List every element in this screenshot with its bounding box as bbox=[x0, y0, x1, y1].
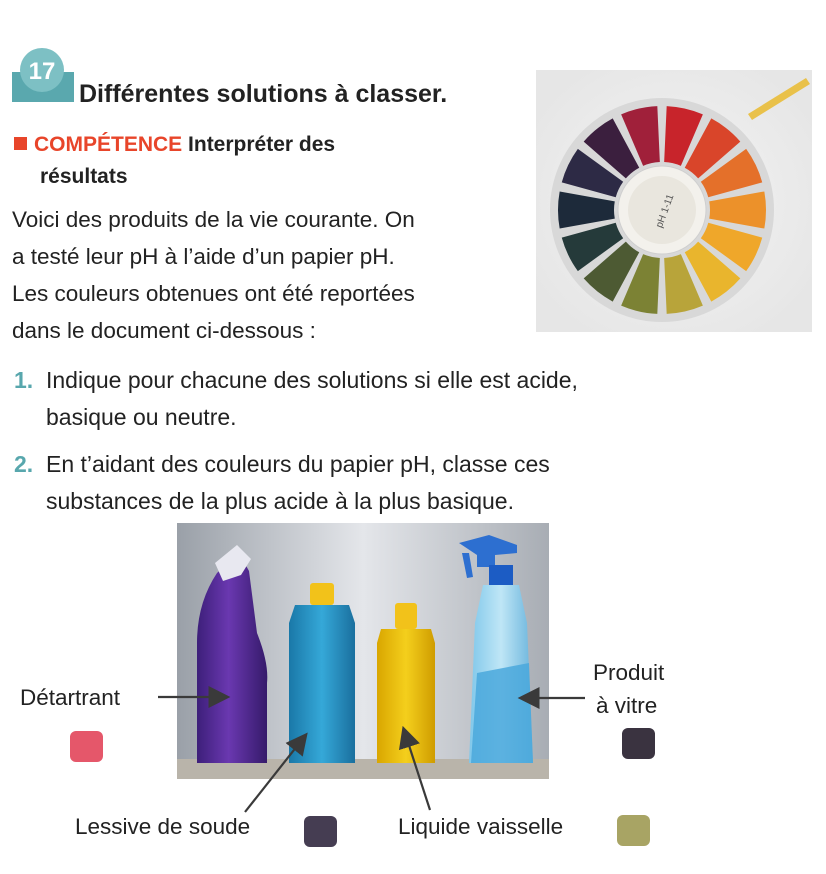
intro-line: Voici des produits de la vie courante. On bbox=[12, 207, 415, 232]
intro-line: a testé leur pH à l’aide d’un papier pH. bbox=[12, 244, 395, 269]
wheel-center-label: pH 1-11 bbox=[654, 192, 677, 230]
question-number: 2. bbox=[14, 451, 34, 477]
exercise-title: Différentes solutions à classer. bbox=[79, 80, 448, 108]
label-produit-vitre-line2: à vitre bbox=[596, 693, 658, 718]
swatch-lessive-soude bbox=[304, 816, 337, 847]
label-liquide-vaisselle: Liquide vaisselle bbox=[398, 814, 564, 839]
label-lessive-soude: Lessive de soude bbox=[75, 814, 251, 839]
label-detartrant: Détartrant bbox=[20, 685, 121, 710]
question-number: 1. bbox=[14, 367, 34, 393]
swatch-liquide-vaisselle bbox=[617, 815, 650, 846]
competence-square-icon bbox=[14, 137, 27, 150]
question-2 bbox=[12, 446, 802, 520]
competence-keyword: COMPÉTENCE bbox=[34, 133, 183, 156]
question-text: Indique pour chacune des solutions si elle est acide, bbox=[46, 367, 578, 393]
question-text: En t’aidant des couleurs du papier pH, classe ces bbox=[46, 451, 550, 477]
intro-line: Les couleurs obtenues ont été reportées bbox=[12, 281, 415, 306]
question-1 bbox=[12, 362, 802, 436]
exercise-number: 17 bbox=[28, 58, 56, 85]
question-text: substances de la plus acide à la plus basique. bbox=[46, 488, 514, 514]
competence-text-1: Interpréter des bbox=[188, 133, 336, 156]
swatch-detartrant bbox=[70, 731, 103, 762]
label-produit-vitre-line1: Produit bbox=[593, 660, 665, 685]
competence-line bbox=[14, 129, 434, 193]
bottles-photo bbox=[177, 523, 549, 779]
exercise-number-badge bbox=[12, 46, 74, 102]
swatch-produit-vitre bbox=[622, 728, 655, 759]
intro-paragraph bbox=[12, 201, 532, 349]
intro-line: dans le document ci-dessous : bbox=[12, 318, 316, 343]
competence-text-2: résultats bbox=[40, 165, 128, 188]
question-text: basique ou neutre. bbox=[46, 404, 237, 430]
lessive-bottle bbox=[289, 583, 355, 763]
ph-paper-wheel-photo bbox=[536, 70, 812, 332]
